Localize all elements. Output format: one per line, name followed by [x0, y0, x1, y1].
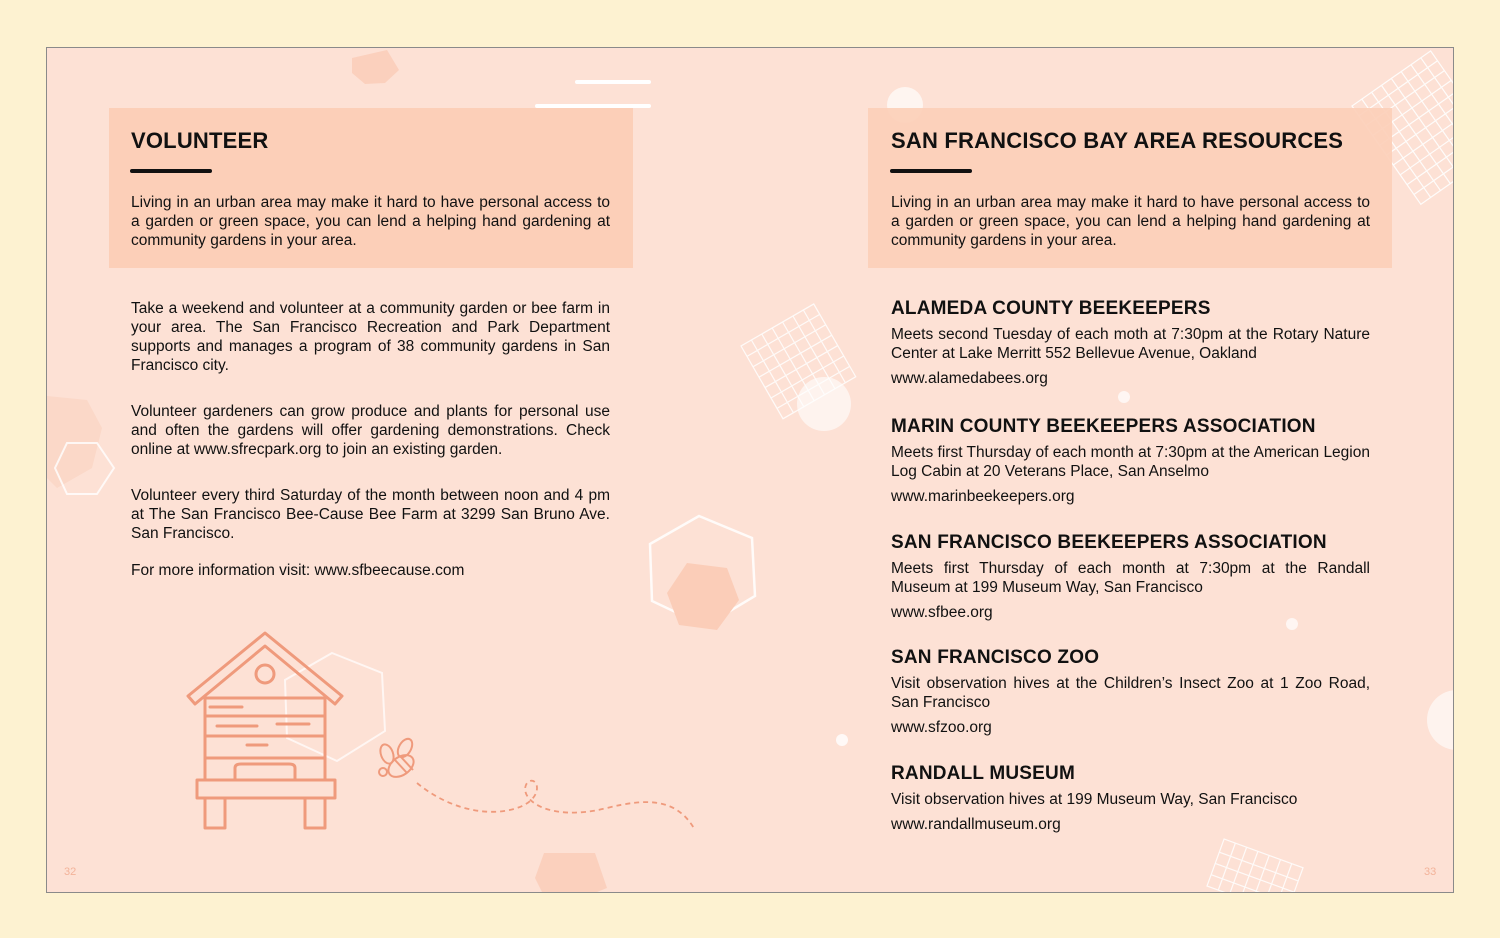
circle-decoration — [1118, 391, 1130, 403]
volunteer-intro: Living in an urban area may make it hard to have personal access to a garden or green space, you can lend a helping hand gardening at community gardens in your area. — [131, 194, 610, 249]
beehive-illustration — [188, 633, 342, 828]
resource-description: Meets second Tuesday of each moth at 7:30pm at the Rotary Nature Center at Lake Merritt 552 Bellevue Avenue, Oakland — [891, 326, 1370, 362]
hexagon-outline-decoration — [285, 653, 385, 761]
resource-item — [891, 298, 1370, 388]
volunteer-title: VOLUNTEER — [131, 128, 269, 153]
hexagon-decoration — [352, 50, 399, 84]
brochure-spread — [46, 47, 1454, 893]
resource-description: Meets first Thursday of each month at 7:30pm at the Randall Museum at 199 Museum Way, San Francisco — [891, 560, 1370, 596]
resource-url[interactable]: www.alamedabees.org — [891, 370, 1048, 387]
page-number-left: 32 — [64, 866, 77, 878]
resource-name: ALAMEDA COUNTY BEEKEEPERS — [891, 298, 1211, 319]
resource-name: SAN FRANCISCO BEEKEEPERS ASSOCIATION — [891, 532, 1327, 553]
hexagon-outline-decoration — [650, 516, 755, 626]
more-info-text: For more information visit: www.sfbeecause.com — [131, 562, 465, 579]
hexagon-decoration — [47, 396, 102, 488]
resource-name: MARIN COUNTY BEEKEEPERS ASSOCIATION — [891, 416, 1316, 437]
grid-decoration — [1207, 839, 1303, 892]
circle-decoration — [797, 377, 851, 431]
circle-decoration — [1427, 690, 1453, 750]
flight-path-decoration — [417, 781, 695, 830]
resource-url[interactable]: www.sfzoo.org — [891, 719, 992, 736]
resources-title: SAN FRANCISCO BAY AREA RESOURCES — [891, 128, 1344, 153]
resource-item — [891, 763, 1370, 834]
resource-item — [891, 416, 1370, 506]
circle-decoration — [836, 734, 848, 746]
bee-illustration — [378, 736, 418, 781]
resource-url[interactable]: www.marinbeekeepers.org — [891, 488, 1075, 505]
resource-url[interactable]: www.randallmuseum.org — [891, 816, 1061, 833]
page-number-right: 33 — [1424, 866, 1437, 878]
resources-intro: Living in an urban area may make it hard to have personal access to a garden or green space, you can lend a helping hand gardening at community gardens in your area. — [891, 194, 1370, 249]
hexagon-decoration — [535, 853, 607, 892]
resource-item — [891, 647, 1370, 737]
title-underline — [130, 169, 212, 173]
resource-description: Visit observation hives at 199 Museum Way, San Francisco — [891, 791, 1298, 808]
resource-name: SAN FRANCISCO ZOO — [891, 647, 1100, 668]
title-underline — [890, 169, 972, 173]
resource-description: Meets first Thursday of each month at 7:30pm at the American Legion Log Cabin at 20 Veterans Place, San Anselmo — [891, 444, 1370, 480]
volunteer-paragraph: Volunteer every third Saturday of the month between noon and 4 pm at The San Francisco Bee-Cause Bee Farm at 3299 San Bruno Ave. San Francisco. — [131, 487, 610, 542]
resource-name: RANDALL MUSEUM — [891, 763, 1075, 784]
resource-description: Visit observation hives at the Children’s Insect Zoo at 1 Zoo Road, San Francisco — [891, 675, 1370, 711]
resource-url[interactable]: www.sfbee.org — [891, 604, 993, 621]
hexagon-outline-decoration — [55, 443, 114, 494]
volunteer-paragraph: Volunteer gardeners can grow produce and plants for personal use and often the gardens will offer gardening demonstrations. Check online at www.sfrecpark.org to join an existing garden. — [131, 403, 610, 458]
hexagon-decoration — [667, 563, 739, 630]
resource-item — [891, 532, 1370, 622]
volunteer-paragraph: Take a weekend and volunteer at a community garden or bee farm in your area. The San Francisco Recreation and Park Department supports and manages a program of 38 community gardens in San Francisco city. — [131, 300, 610, 374]
grid-decoration — [741, 304, 856, 419]
